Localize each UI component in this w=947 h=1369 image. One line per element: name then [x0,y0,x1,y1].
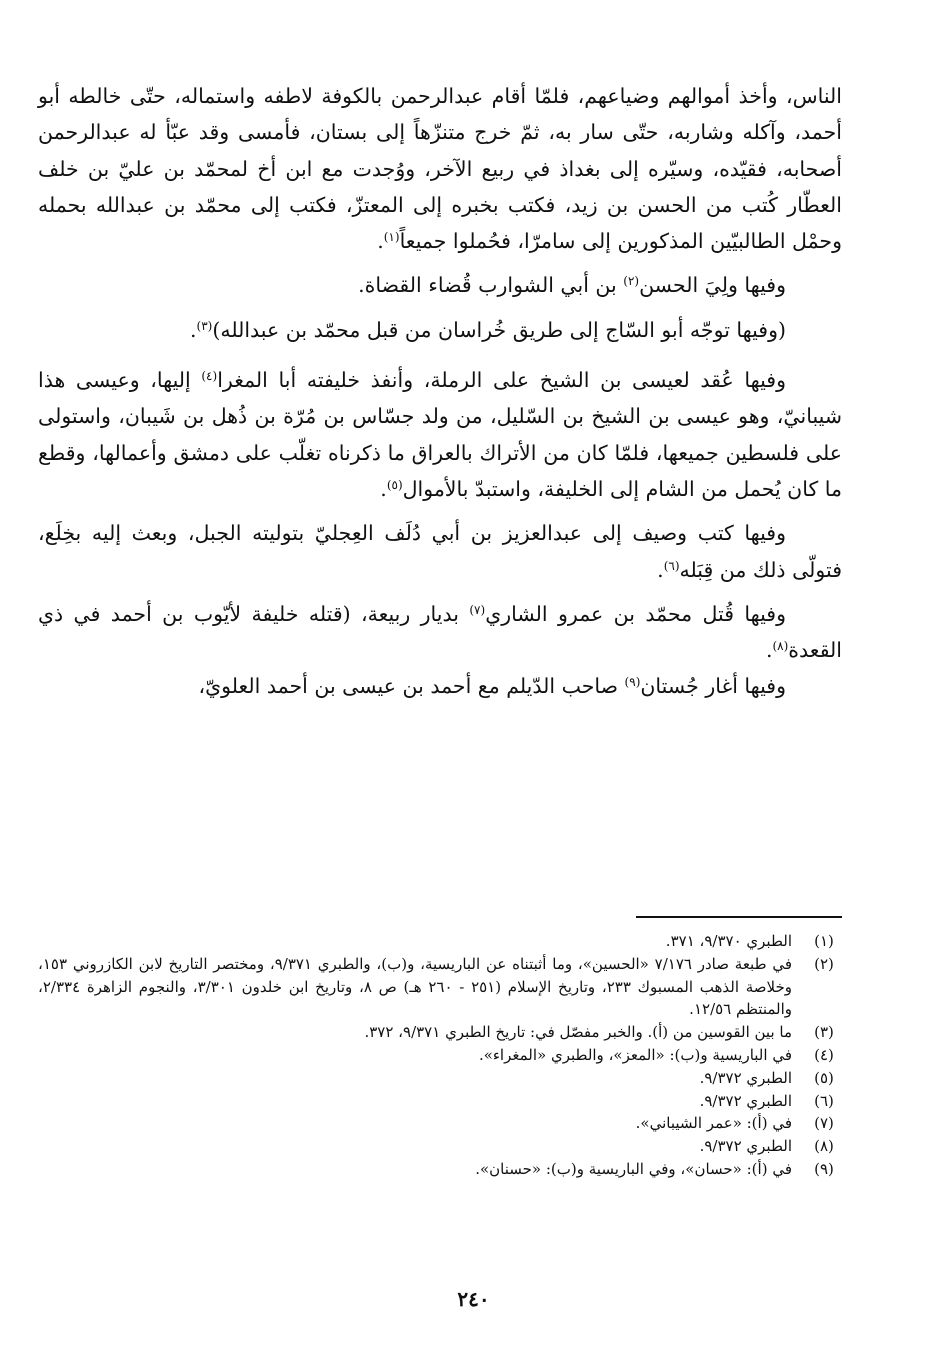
footnote-number: (٣) [814,1023,834,1042]
footnote-ref[interactable]: (٤) [201,369,218,384]
paragraph-5 [38,515,842,588]
footnote-number: (٦) [814,1091,834,1110]
footnote [38,1112,842,1135]
footnote-ref[interactable]: (٣) [196,318,213,333]
footnote-text: الطبري ٩/٣٧٢. [699,1068,792,1087]
footnote-ref[interactable]: (٩) [624,675,641,690]
footnote-ref[interactable]: (٧) [469,602,486,617]
footnote [38,1135,842,1158]
footnote-text: في الباريسية و(ب): «المعز»، والطبري «المغراء». [478,1045,792,1064]
text-segment: صاحب الدّيلم مع أحمد بن عيسى بن أحمد العلويّ، [198,674,625,699]
footnote-ref[interactable]: (٨) [772,639,789,654]
footnote-number: (٨) [814,1137,834,1156]
footnote-text: في (أ): «عمر الشيباني». [635,1114,792,1133]
text-segment: بن أبي الشوارب قُضاء القضاة. [358,273,624,298]
paragraph-2 [38,267,842,303]
text-segment: وفيها ولِيَ الحسن [639,273,786,298]
footnote-text: ما بين القوسين من (أ). والخبر مفصّل في: تاريخ الطبري ٩/٣٧١، ٣٧٢. [364,1023,792,1042]
footnote [38,1021,842,1044]
footnote [38,1158,842,1181]
footnote-number: (٢) [814,954,834,973]
footnote [38,930,842,953]
text-segment: . [377,229,384,254]
paragraph-1 [38,78,842,259]
footnote-text: الطبري ٩/٣٧٢. [699,1091,792,1110]
main-text [38,78,842,705]
footnote-number: (٧) [814,1114,834,1133]
footnote-separator [636,916,842,918]
text-segment: بديار ربيعة، (قتله خليفة لأيّوب بن أحمد في ذي القعدة [38,601,842,663]
footnote-text: في طبعة صادر ٧/١٧٦ «الحسين»، وما أثبتناه عن الباريسية، و(ب)، والطبري ٩/٣٧١، ومختصر التاريخ لابن الكازروني ١٥٣، وخلاصة الذهب المسبوك ٢٣٣، وتاريخ الإسلام (٢٥١ - ٢٦٠ هـ) ص ٨، وتاريخ ابن خلدون ٣/٣٠١، والنجوم الزاهرة ٢/٣٣٤، والمنتظم ١٢/٥٦. [38,954,792,1019]
footnote-number: (٥) [814,1068,834,1087]
text-segment: . [380,476,387,501]
text-segment: إليها، وعيسى هذا شيبانيّ، وهو عيسى بن الشيخ بن السّليل، من ولد جسّاس بن مُرّة بن ذُهل بن شَيبان، واستولى على فلسطين جميعها، فلمّا كان من الأتراك بالعراق ما ذكرناه تغلّب على دمشق وأعمالها، وقطع ما كان يُحمل من الشام إلى الخليفة، واستبدّ بالأموال [38,368,842,501]
footnote-ref[interactable]: (٢) [623,274,640,289]
footnote-text: الطبري ٩/٣٧٢. [699,1137,792,1156]
footnote [38,953,842,1021]
paragraph-7 [38,668,842,704]
footnote-ref[interactable]: (٥) [386,477,403,492]
text-segment: . [765,638,773,663]
footnote-text: في (أ): «حسان»، وفي الباريسية و(ب): «حسنان». [475,1159,792,1178]
page-number: ٢٤٠ [457,1287,490,1311]
footnote [38,1067,842,1090]
footnote [38,1044,842,1067]
text-segment: وفيها كتب وصيف إلى عبدالعزيز بن أبي دُلَف العِجليّ بتوليته الجبل، وبعث إليه بخِلَع، فتولّى ذلك من قِبَله [38,521,842,582]
footnote [38,1090,842,1113]
footnote-number: (٩) [814,1159,834,1178]
text-segment: . [657,557,664,582]
text-segment: . [189,317,197,342]
footnote-number: (٤) [814,1045,834,1064]
text-segment: (وفيها توجّه أبو السّاج إلى طريق خُراسان من قبل محمّد بن عبدالله) [212,317,786,342]
paragraph-4 [38,362,842,507]
footnote-ref[interactable]: (١) [383,230,400,245]
paragraph-6 [38,596,842,669]
text-segment: وفيها أغار جُستان [640,674,786,699]
paragraph-3 [38,312,842,348]
footnote-ref[interactable]: (٦) [663,558,680,573]
text-segment: الناس، وأخذ أموالهم وضياعهم، فلمّا أقام عبدالرحمن بالكوفة لاطفه واستماله، حتّى خالطه أبو أحمد، وآكله وشاربه، حتّى سار به، ثمّ خرج متنزّهاً إلى بستان، فأمسى وقد عبّأ له عبدالرحمن أصحابه، فقيّده، وسيّره إلى بغداذ في ربيع الآخر، ووُجدت مع ابن أخ لمحمّد بن عليّ بن خلف العطّار كُتب من الحسن بن زيد، فكتب بخبره إلى المعتزّ، فكتب إلى محمّد بن عبدالله بحمله وحمْل الطالبيّين المذكورين إلى سامرّا، فحُملوا جميعاً [38,84,842,254]
footnote-number: (١) [814,932,834,950]
text-segment: وفيها عُقد لعيسى بن الشيخ على الرملة، وأنفذ خليفته أبا المغرا [217,368,786,393]
text-segment: وفيها قُتل محمّد بن عمرو الشاري [485,601,786,626]
footnotes [38,930,842,1181]
footnote-text: الطبري ٩/٣٧٠، ٣٧١. [665,932,792,950]
